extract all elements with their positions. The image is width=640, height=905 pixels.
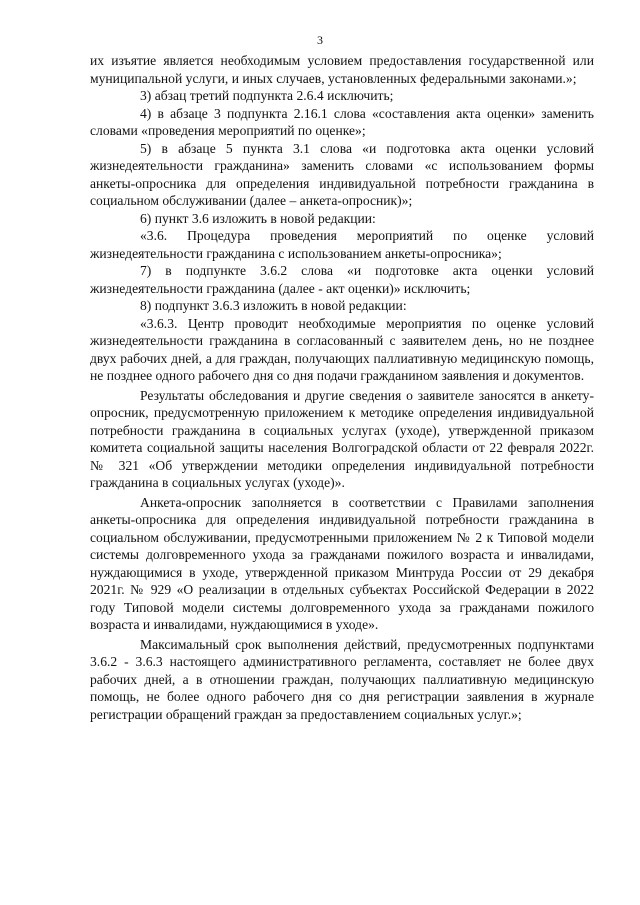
paragraph: 3) абзац третий подпункта 2.6.4 исключить; (140, 88, 394, 103)
document-body (90, 52, 594, 723)
page-number: 3 (317, 33, 323, 47)
paragraph: Анкета-опросник заполняется в соответствии с Правилами заполнения анкеты-опросника для определения индивидуальной потребности гражданина в социальном обслуживании, предусмотренными приложением № 2 к Типовой модели системы долговременного ухода за гражданами пожилого возраста и инвалидами, нуждающимися в уходе, утвержденной приказом Минтруда России от 29 декабря 2021г. № 929 «О реализации в отдельных субъектах Российской Федерации в 2022 году Типовой модели системы долговременного ухода за гражданами пожилого возраста и инвалидами, нуждающимися в уходе». (90, 494, 594, 632)
paragraph: 5) в абзаце 5 пункта 3.1 слова «и подготовка акта оценки условий жизнедеятельности гражданина» заменить словами «с использованием формы анкеты-опросника для определения индивидуальной потребности гражданина в социальном обслуживании (далее – анкета-опросник)»; (90, 140, 594, 208)
paragraph: 4) в абзаце 3 подпункта 2.16.1 слова «составления акта оценки» заменить словами «проведения мероприятий по оценке»; (90, 105, 594, 138)
paragraph: «3.6.3. Центр проводит необходимые мероприятия по оценке условий жизнедеятельности гражданина в согласованный с заявителем день, но не позднее двух рабочих дней, а для граждан, получающих паллиативную медицинскую помощь, не позднее одного рабочего дня со дня подачи гражданином заявления и документов. (90, 315, 594, 383)
paragraph: 8) подпункт 3.6.3 изложить в новой редакции: (140, 298, 407, 313)
paragraph: «3.6. Процедура проведения мероприятий по оценке условий жизнедеятельности гражданина с использованием анкеты-опросника»; (90, 228, 594, 261)
paragraph: их изъятие является необходимым условием предоставления государственной или муниципальной услуги, и иных случаев, установленных федеральными законами.»; (90, 53, 594, 86)
paragraph: 7) в подпункте 3.6.2 слова «и подготовке акта оценки условий жизнедеятельности гражданина (далее - акт оценки)» исключить; (90, 263, 594, 296)
paragraph: 6) пункт 3.6 изложить в новой редакции: (140, 210, 376, 226)
paragraph: Максимальный срок выполнения действий, предусмотренных подпунктами 3.6.2 - 3.6.3 настоящего административного регламента, составляет не более двух рабочих дней, а в отношении граждан, получающих паллиативную медицинскую помощь, не более одного рабочего дня со дня регистрации заявления в журнале регистрации обращений граждан за предоставлением социальных услуг.»; (90, 636, 594, 722)
paragraph: Результаты обследования и другие сведения о заявителе заносятся в анкету-опросник, предусмотренную приложением к методике определения индивидуальной потребности гражданина в социальных услугах (уходе), утвержденной приказом комитета социальной защиты населения Волгоградской области от 22 февраля 2022г. № 321 «Об утверждении методики определения индивидуальной потребности гражданина в социальных услугах (уходе)». (90, 387, 594, 490)
